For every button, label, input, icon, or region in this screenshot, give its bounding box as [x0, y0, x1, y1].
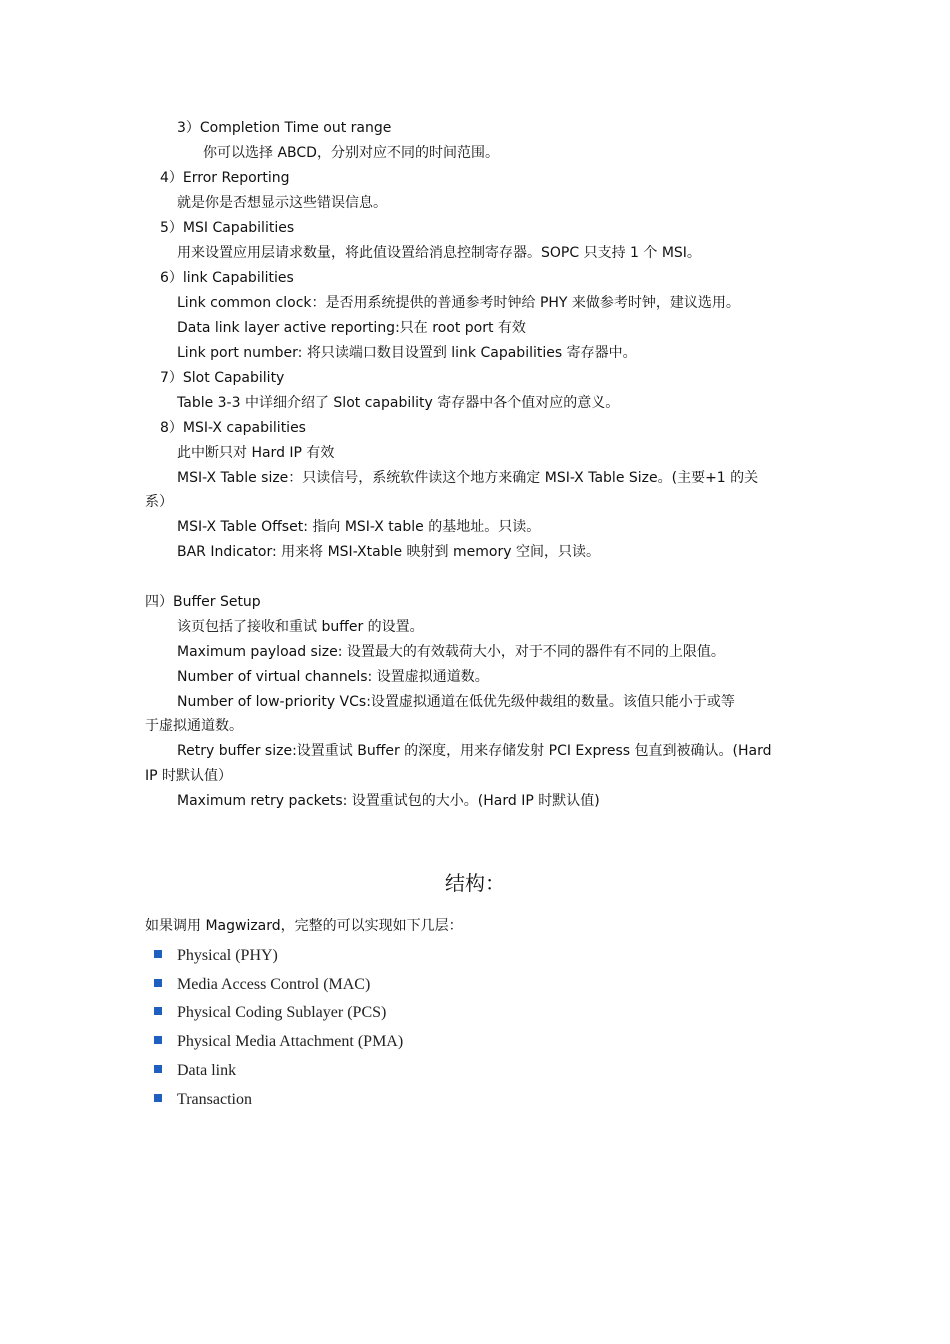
layer-label: Physical (PHY) — [177, 947, 278, 964]
text-line: 你可以选择 ABCD，分别对应不同的时间范围。 — [203, 145, 499, 161]
item-completion-timeout: 3）Completion Time out range — [177, 120, 392, 136]
layer-label: Physical Media Attachment (PMA) — [177, 1033, 404, 1050]
item-msi-x-capabilities: 8）MSI-X capabilities — [160, 420, 306, 436]
square-bullet-icon — [154, 1094, 162, 1102]
item-error-reporting: 4）Error Reporting — [160, 170, 290, 186]
square-bullet-icon — [154, 950, 162, 958]
layer-label: Data link — [177, 1062, 237, 1079]
text-line: MSI-X Table size：只读信号，系统软件读这个地方来确定 MSI-X Table Size。(主要+1 的关 — [177, 470, 759, 486]
text-line: IP 时默认值） — [145, 768, 233, 784]
text-line: Retry buffer size:设置重试 Buffer 的深度，用来存储发射 PCI Express 包直到被确认。(Hard — [177, 743, 772, 759]
structure-heading: 结构： — [445, 871, 505, 895]
text-line: Maximum retry packets: 设置重试包的大小。(Hard IP 时默认值) — [177, 793, 600, 809]
item-link-capabilities: 6）link Capabilities — [160, 270, 294, 286]
text-line: 用来设置应用层请求数量，将此值设置给消息控制寄存器。SOPC 只支持 1 个 MSI。 — [177, 245, 701, 261]
list-item — [154, 1061, 236, 1081]
square-bullet-icon — [154, 1065, 162, 1073]
square-bullet-icon — [154, 1007, 162, 1015]
text-line: BAR Indicator: 用来将 MSI-Xtable 映射到 memory 空间，只读。 — [177, 544, 600, 560]
text-line: 于虚拟通道数。 — [145, 718, 243, 734]
list-item — [154, 946, 278, 966]
text-line: 系） — [145, 494, 173, 510]
structure-intro: 如果调用 Magwizard，完整的可以实现如下几层： — [145, 918, 463, 934]
item-slot-capability: 7）Slot Capability — [160, 370, 285, 386]
text-line: 该页包括了接收和重试 buffer 的设置。 — [177, 619, 424, 635]
text-line: Data link layer active reporting:只在 root port 有效 — [177, 320, 526, 336]
list-item — [154, 1090, 252, 1110]
text-line: Link port number: 将只读端口数目设置到 link Capabilities 寄存器中。 — [177, 345, 637, 361]
layer-label: Media Access Control (MAC) — [177, 976, 371, 993]
list-item — [154, 1032, 403, 1052]
list-item — [154, 1003, 386, 1023]
text-line: Maximum payload size: 设置最大的有效载荷大小，对于不同的器件有不同的上限值。 — [177, 644, 725, 660]
text-line: Number of virtual channels: 设置虚拟通道数。 — [177, 669, 489, 685]
layer-label: Physical Coding Sublayer (PCS) — [177, 1004, 387, 1021]
list-item — [154, 975, 370, 995]
text-line: Table 3-3 中详细介绍了 Slot capability 寄存器中各个值对应的意义。 — [177, 395, 620, 411]
text-line: Number of low-priority VCs:设置虚拟通道在低优先级仲裁组的数量。该值只能小于或等 — [177, 694, 735, 710]
square-bullet-icon — [154, 1036, 162, 1044]
layer-label: Transaction — [177, 1091, 252, 1108]
text-line: 就是你是否想显示这些错误信息。 — [177, 195, 387, 211]
text-line: MSI-X Table Offset: 指向 MSI-X table 的基地址。只读。 — [177, 519, 541, 535]
square-bullet-icon — [154, 979, 162, 987]
section-buffer-setup: 四）Buffer Setup — [145, 594, 261, 610]
text-line: 此中断只对 Hard IP 有效 — [177, 445, 335, 461]
text-line: Link common clock：是否用系统提供的普通参考时钟给 PHY 来做参考时钟，建议选用。 — [177, 295, 740, 311]
item-msi-capabilities: 5）MSI Capabilities — [160, 220, 295, 236]
